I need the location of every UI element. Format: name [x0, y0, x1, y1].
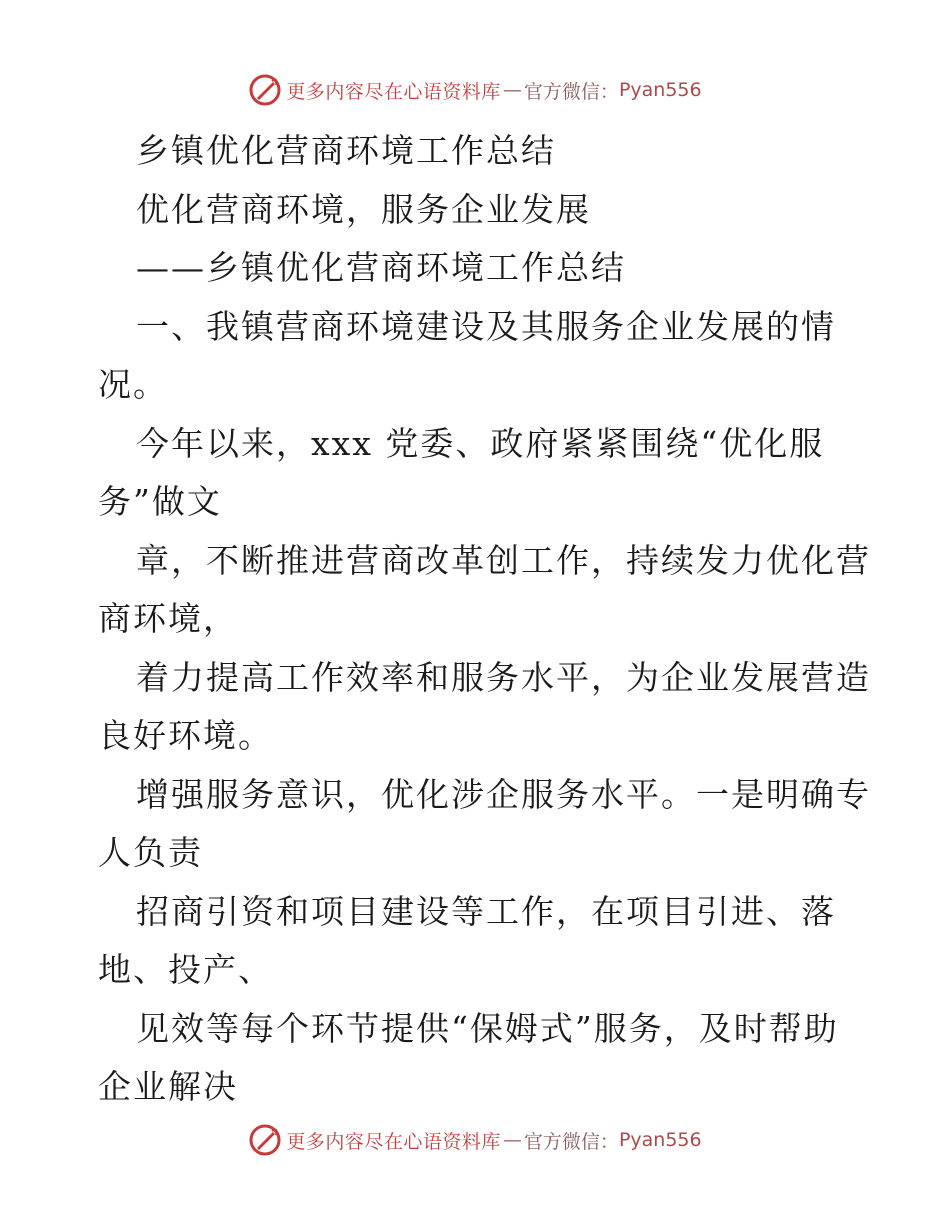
doc-line: 况。	[98, 365, 168, 404]
doc-line: 地、投产、	[98, 950, 273, 989]
watermark-text: 更多内容尽在心语资料库	[286, 1130, 501, 1153]
document-body	[98, 122, 871, 1117]
watermark-banner-bottom	[0, 1120, 950, 1160]
watermark-banner-top	[0, 70, 950, 110]
watermark-wechat-id: Pyan556	[618, 79, 702, 101]
doc-line: 企业解决	[98, 1067, 238, 1106]
doc-line: 招商引资和项目建设等工作，在项目引进、落	[136, 891, 836, 931]
quill-logo-icon	[248, 1123, 282, 1157]
doc-line: 着力提高工作效率和服务水平，为企业发展营造	[136, 657, 871, 697]
doc-line: 增强服务意识，优化涉企服务水平。一是明确专	[136, 774, 871, 814]
doc-line: 商环境，	[98, 599, 238, 638]
doc-line: 章，不断推进营商改革创工作，持续发力优化营	[136, 540, 871, 580]
watermark-separator: —	[502, 79, 522, 101]
doc-subtitle: 优化营商环境，服务企业发展	[136, 189, 591, 229]
doc-title: 乡镇优化营商环境工作总结	[136, 131, 556, 170]
doc-line: 见效等每个环节提供“保姆式”服务，及时帮助	[136, 1008, 839, 1048]
watermark-wechat-label: 官方微信：	[523, 80, 619, 103]
quill-logo-icon	[248, 73, 282, 107]
watermark-text: 更多内容尽在心语资料库	[286, 80, 501, 103]
watermark-wechat-label: 官方微信：	[523, 1130, 619, 1153]
doc-line: 一、我镇营商环境建设及其服务企业发展的情	[136, 306, 836, 346]
doc-subtitle-dash: ——乡镇优化营商环境工作总结	[136, 248, 626, 287]
doc-line: 今年以来，xxx 党委、政府紧紧围绕“优化服	[136, 423, 825, 463]
doc-line: 良好环境。	[98, 716, 273, 755]
watermark-wechat-id: Pyan556	[618, 1129, 702, 1151]
doc-line: 人负责	[98, 833, 203, 872]
watermark-separator: —	[502, 1129, 522, 1151]
doc-line: 务”做文	[98, 482, 222, 521]
